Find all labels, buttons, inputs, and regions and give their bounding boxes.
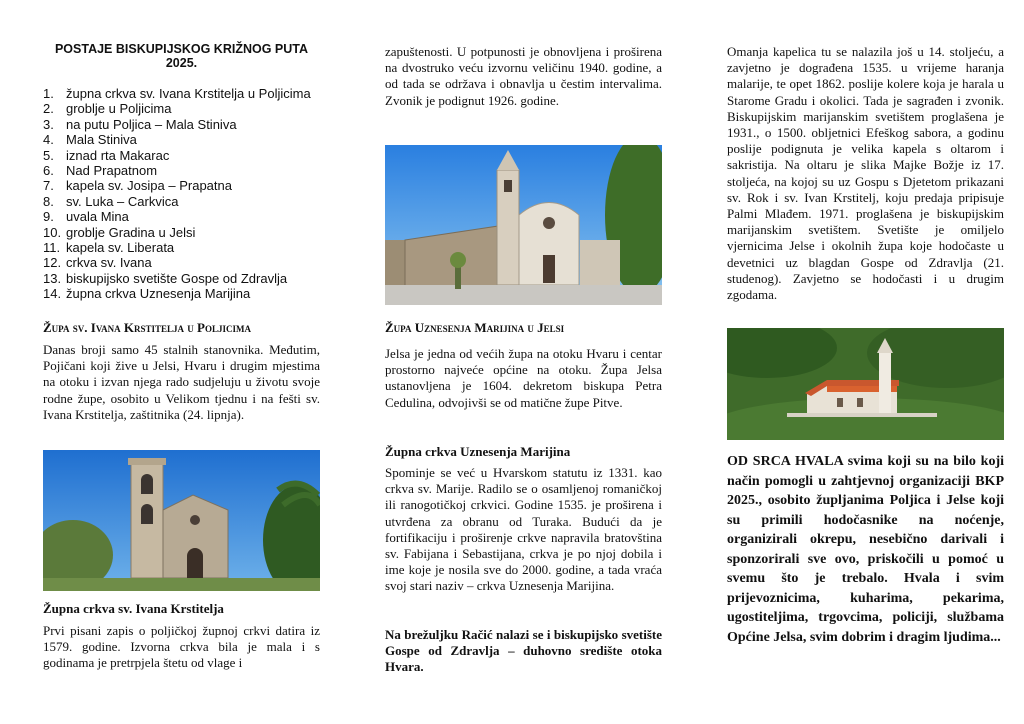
station-number: 2. [43, 101, 54, 117]
station-number: 4. [43, 132, 54, 148]
station-item [43, 86, 311, 101]
station-label: sv. Luka – Carkvica [66, 193, 179, 209]
station-label: iznad rta Makarac [66, 147, 170, 163]
station-item [43, 163, 311, 178]
jelsa-parish-text: Jelsa je jedna od većih župa na otoku Hvaru i centar prostorno najveće općine na otoku. Župa Jelsa ustanovljena je 1604. dekretom biskupa Petra Cedulina, odvojivši se od matične župe Pitve. [385, 346, 662, 410]
station-item [43, 240, 311, 255]
title-line-2: 2025. [165, 56, 198, 70]
station-number: 7. [43, 178, 54, 194]
station-item [43, 225, 311, 240]
poljica-parish-text: Danas broji samo 45 stalnih stanovnika. Međutim, Pojičani koji žive u Jelsi, Hvaru i drugim mjestima na otoku i izvan njega rado sudjeluju u životu svoje rodne župe, osobito u Velikom tjednu i na fešti sv. Ivana Krstitelja, zaštitnika (24. lipnja). [43, 342, 320, 422]
station-item [43, 132, 311, 147]
station-number: 1. [43, 86, 54, 101]
station-number: 13. [43, 270, 62, 286]
title-line-1: POSTAJE BISKUPIJSKOG KRIŽNOG PUTA [54, 42, 309, 56]
station-label: Mala Stiniva [66, 132, 137, 148]
jelsa-church-heading: Župna crkva Uznesenja Marijina [385, 444, 571, 459]
station-label: kapela sv. Josipa – Prapatna [66, 178, 232, 194]
station-number: 11. [43, 240, 61, 256]
station-item [43, 178, 311, 193]
station-item [43, 101, 311, 116]
poljica-church-heading: Župna crkva sv. Ivana Krstitelja [43, 601, 224, 616]
station-number: 10. [43, 224, 62, 240]
station-number: 3. [43, 116, 54, 132]
poljica-church-text-continued: zapuštenosti. U potpunosti je obnovljena i proširena na dvostruko veću izvornu veličinu 1940. godine, a od tada se održava i obnavlja u čestim intervalima. Zvonik je podignut 1926. godine. [385, 44, 662, 108]
station-label: uvala Mina [66, 209, 129, 225]
sanctuary-history-text: Omanja kapelica tu se nalazila još u 14. stoljeću, a zavjetno je dograđena 1535. u vrijeme haranja malarije, te opet 1862. poslije kolere koja je harala u Starome Gradu i okolici. Tada je sagrađen i zvonik. Biskupijskim marijanskim svetištem proglašena je 1931., o 1500. obljetnici Efeškog sabora, a godinu poslije podignuta je velika kapela s oltarom i sakristija. Na oltaru je slika Majke Božje iz 17. stoljeća, na kojoj su uz Gospu s Djetetom prikazani sv. Rok i sv. Ivan Krstitelj, koju predaja pripisuje Palmi Mlađem. 1971. proglašena je biskupijskim marijanskim svetištem. Svetište je omiljelo vjernicima Jelse i okolnih župa koje hodočaste u devetnici uz blagdan Gospe od Zdravlja (21. studenog). Zavjetno se hodočasti i u drugim zgodama. [727, 44, 1004, 303]
station-number: 12. [43, 255, 62, 271]
station-item [43, 209, 311, 224]
stations-list [43, 86, 311, 302]
jelsa-church-photo [385, 145, 662, 305]
station-item [43, 271, 311, 286]
station-label: na putu Poljica – Mala Stiniva [66, 116, 237, 132]
station-label: župna crkva Uznesenja Marijina [66, 286, 251, 302]
station-label: Nad Prapatnom [66, 163, 158, 179]
jelsa-church-text: Spominje se već u Hvarskom statutu iz 1331. kao crkva sv. Marije. Radilo se o osamljenoj romaničkoj ili ranogotičkoj crkvici. Godine 1535. je proširena i utvrđena za obranu od Turaka. Budući da je fortifikaciju i proširenje crkve napravila bratovština sv. Fabijana i Sebastijana, crkva je po njoj dobila i ime koje je nosila sve do 2000. godine, a tada vraća svoj stari naziv – crkva Uznesenja Marijina. [385, 465, 662, 594]
poljica-church-text: Prvi pisani zapis o poljičkoj župnoj crkvi datira iz 1579. godine. Izvorna crkva bila je mala i s godinama je pretrpjela štetu od vlage i [43, 623, 320, 671]
thanks-message: OD SRCA HVALA svima koji su na bilo koji način pomogli u zahtjevnoj organizaciji BKP 2025., osobito župljanima Poljica i Jelse koji su primili hodočasnike na noćenje, organizirali okrepu, nesebično darivali i sponzorirali sve ovo, priskočili u pomoć u svemu što je trebalo. Hvala i svim prijevoznicima, kuharima, pekarima, ugostiteljima, trgovcima, policiji, službama Općine Jelsa, svim dobrim i dragim ljudima... [727, 454, 1004, 645]
station-number: 6. [43, 163, 54, 179]
station-item [43, 148, 311, 163]
station-number: 5. [43, 147, 54, 163]
station-label: kapela sv. Liberata [66, 240, 175, 256]
station-number: 8. [43, 193, 54, 209]
station-number: 14. [43, 286, 62, 302]
sanctuary-photo [727, 328, 1004, 440]
poljica-church-photo [43, 450, 320, 591]
jelsa-parish-heading: Župa Uznesenja Marijina u Jelsi [385, 320, 565, 335]
document-title [43, 42, 320, 70]
station-item [43, 117, 311, 132]
station-item [43, 286, 311, 301]
station-label: groblje u Poljicima [66, 101, 172, 117]
station-item [43, 194, 311, 209]
station-label: crkva sv. Ivana [66, 255, 152, 271]
station-label: biskupijsko svetište Gospe od Zdravlja [66, 270, 288, 286]
station-number: 9. [43, 209, 54, 225]
station-item [43, 255, 311, 270]
station-label: groblje Gradina u Jelsi [66, 224, 196, 240]
poljica-parish-heading: Župa sv. Ivana Krstitelja u Poljicima [43, 320, 251, 335]
sanctuary-intro-text: Na brežuljku Račić nalazi se i biskupijsko svetište Gospe od Zdravlja – duhovno središte otoka Hvara. [385, 627, 662, 675]
station-label: župna crkva sv. Ivana Krstitelja u Poljicima [66, 86, 311, 101]
